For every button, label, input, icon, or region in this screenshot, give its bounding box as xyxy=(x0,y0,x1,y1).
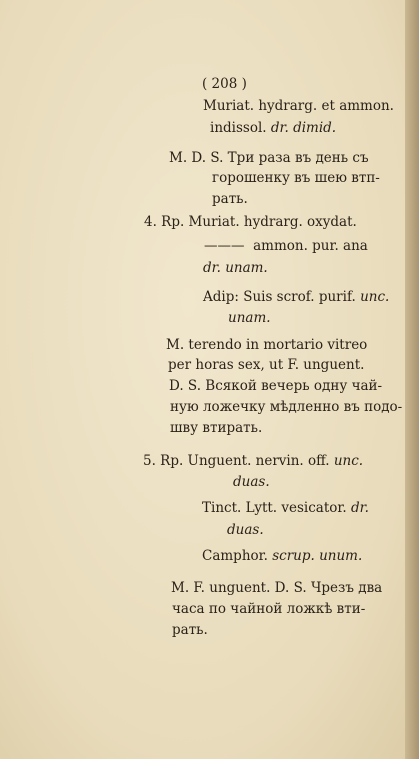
text-line: per horas sex, ut F. unguent. xyxy=(168,357,365,373)
text-line: горошенку въ шею втп- xyxy=(212,170,380,186)
text-line: dr. unam. xyxy=(203,260,268,276)
text-line: 4. Rp. Muriat. hydrarg. oxydat. xyxy=(144,214,357,230)
text-line: ——— ammon. pur. ana xyxy=(204,238,368,254)
text-line: ную ложечку мѣдленно въ подо- xyxy=(170,399,403,415)
text-line: unam. xyxy=(228,310,271,326)
text-line: Camphor. scrup. unum. xyxy=(202,548,363,564)
text-line: M. D. S. Три раза въ день съ xyxy=(169,150,369,166)
page-number: ( 208 ) xyxy=(202,76,247,92)
text-line: indissol. dr. dimid. xyxy=(210,120,337,136)
text-line: M. terendo in mortario vitreo xyxy=(166,337,368,353)
text-line: M. F. unguent. D. S. Чрезъ два xyxy=(171,580,383,596)
text-line: рать. xyxy=(212,191,248,207)
text-line: Muriat. hydrarg. et ammon. xyxy=(203,98,394,114)
text-line: duas. xyxy=(233,474,270,490)
text-line: рать. xyxy=(172,622,208,638)
text-line: Adip: Suis scrof. purif. unc. xyxy=(203,289,390,305)
text-line: 5. Rp. Unguent. nervin. off. unc. xyxy=(143,453,364,469)
text-line: D. S. Всякой вечерь одну чай- xyxy=(169,378,383,394)
text-line: duas. xyxy=(227,522,264,538)
text-line: часа по чайной ложкѣ вти- xyxy=(172,601,366,617)
text-line: шву втирать. xyxy=(170,420,263,436)
text-line: Tinct. Lytt. vesicator. dr. xyxy=(202,500,369,516)
page-edge xyxy=(405,0,419,759)
